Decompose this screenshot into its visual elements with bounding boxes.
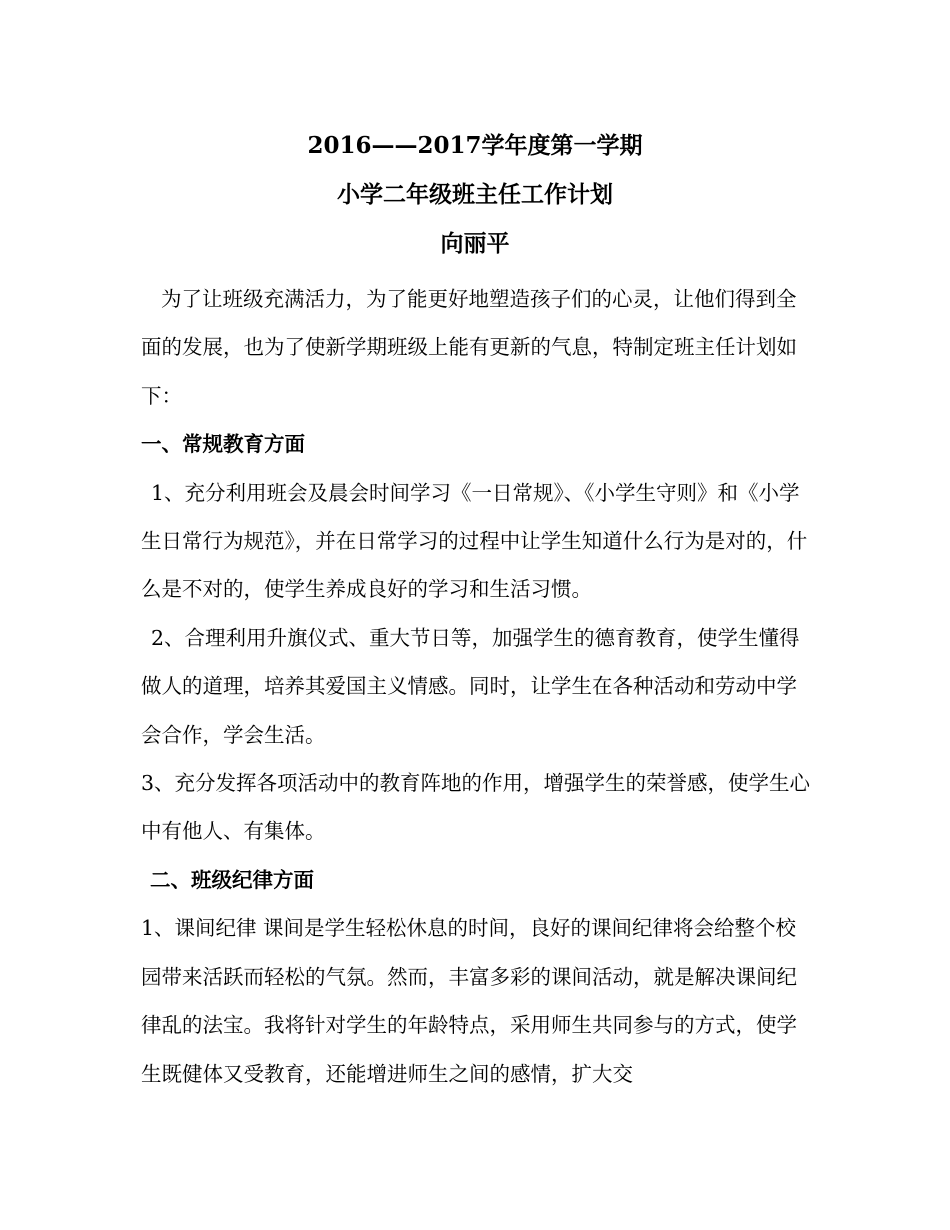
section1-item-2: 2、合理利用升旗仪式、重大节日等，加强学生的德育教育，使学生懂得做人的道理，培养其爱国主义情感。同时，让学生在各种活动和劳动中学会合作，学会生活。 bbox=[141, 625, 800, 747]
section1-item-3: 3、充分发挥各项活动中的教育阵地的作用，增强学生的荣誉感，使学生心中有他人、有集体。 bbox=[141, 771, 811, 844]
title-plan-name: 小学二年级班主任工作计划 bbox=[337, 181, 613, 208]
section1-item-1: 1、充分利用班会及晨会时间学习《一日常规》、《小学生守则》和《小学生日常行为规范》，并在日常学习的过程中让学生知道什么行为是对的，什么是不对的，使学生养成良好的学习和生活习惯。 bbox=[141, 480, 808, 602]
section1-heading: 一、常规教育方面 bbox=[141, 432, 305, 457]
section2-heading: 二、班级纪律方面 bbox=[150, 867, 314, 892]
document-body bbox=[141, 275, 813, 1098]
title-school-year: 2016——2017学年度第一学期 bbox=[307, 132, 643, 159]
section2-item-1: 1、课间纪律 课间是学生轻松休息的时间，良好的课间纪律将会给整个校园带来活跃而轻松的气氛。然而，丰富多彩的课间活动，就是解决课间纪律乱的法宝。我将针对学生的年龄特点，采用师生共同参与的方式，使学生既健体又受教育，还能增进师生之间的感情，扩大交 bbox=[141, 916, 797, 1086]
intro-paragraph: 为了让班级充满活力，为了能更好地塑造孩子们的心灵，让他们得到全面的发展，也为了使新学期班级上能有更新的气息，特制定班主任计划如下： bbox=[141, 287, 797, 408]
author-name: 向丽平 bbox=[440, 230, 510, 257]
